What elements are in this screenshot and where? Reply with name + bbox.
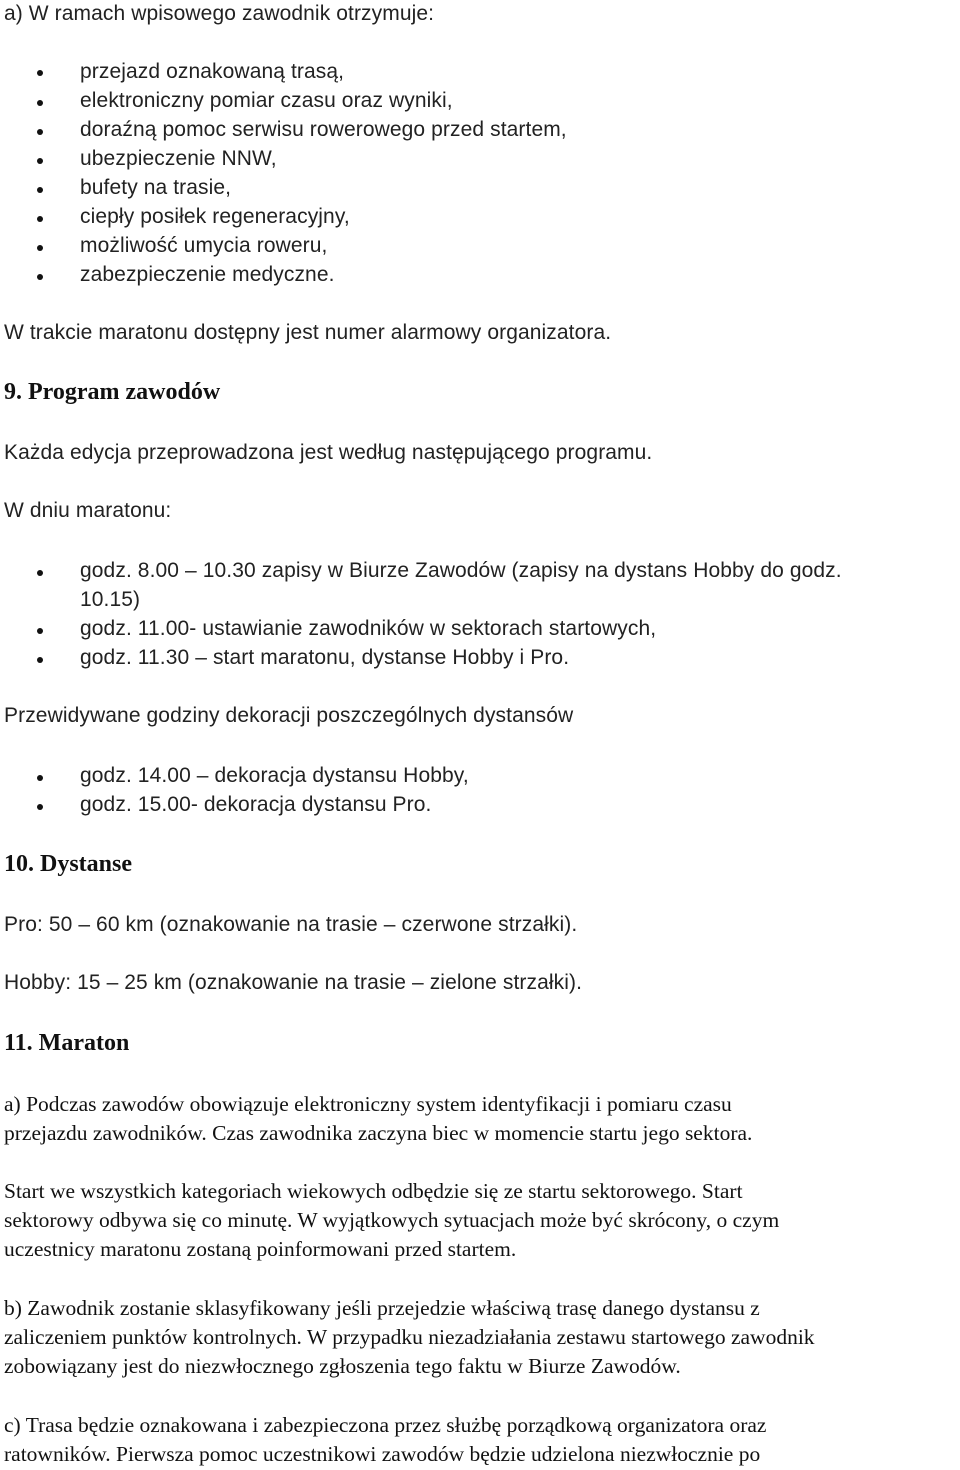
bullet-icon <box>37 70 43 76</box>
paragraph-line: zaliczeniem punktów kontrolnych. W przypadku niezadziałania zestawu startowego zawodnik <box>4 1325 815 1349</box>
list-item: doraźną pomoc serwisu rowerowego przed startem, <box>80 118 567 141</box>
bullet-icon <box>37 628 43 634</box>
bullet-icon <box>37 657 43 663</box>
paragraph-line: a) Podczas zawodów obowiązuje elektroniczny system identyfikacji i pomiaru czasu <box>4 1092 732 1116</box>
bullet-icon <box>37 775 43 781</box>
list-item: zabezpieczenie medyczne. <box>80 263 335 286</box>
distance-hobby: Hobby: 15 – 25 km (oznakowanie na trasie – zielone strzałki). <box>4 971 583 994</box>
list-item: ubezpieczenie NNW, <box>80 147 277 170</box>
paragraph-line: b) Zawodnik zostanie sklasyfikowany jeśli przejedzie właściwą trasę danego dystansu z <box>4 1296 760 1320</box>
list-item: bufety na trasie, <box>80 176 232 199</box>
bullet-icon <box>37 274 43 280</box>
paragraph-line: zobowiązany jest do niezwłocznego zgłoszenia tego faktu w Biurze Zawodów. <box>4 1354 681 1378</box>
paragraph-line: ratowników. Pierwsza pomoc uczestnikowi zawodów będzie udzielona niezwłocznie po <box>4 1442 761 1466</box>
list-item: godz. 11.30 – start maratonu, dystanse Hobby i Pro. <box>80 646 570 669</box>
bullet-icon <box>37 100 43 106</box>
decoration-label: Przewidywane godziny dekoracji poszczególnych dystansów <box>4 704 574 727</box>
alarm-note: W trakcie maratonu dostępny jest numer alarmowy organizatora. <box>4 321 612 344</box>
intro-heading: a) W ramach wpisowego zawodnik otrzymuje: <box>4 2 435 25</box>
list-item: elektroniczny pomiar czasu oraz wyniki, <box>80 89 453 112</box>
list-item: ciepły posiłek regeneracyjny, <box>80 205 350 228</box>
paragraph-line: Start we wszystkich kategoriach wiekowych odbędzie się ze startu sektorowego. Start <box>4 1179 743 1203</box>
bullet-icon <box>37 187 43 193</box>
section-9-heading: 9. Program zawodów <box>4 379 221 405</box>
paragraph-line: przejazdu zawodników. Czas zawodnika zaczyna biec w momencie startu jego sektora. <box>4 1121 753 1145</box>
paragraph-line: c) Trasa będzie oznakowana i zabezpieczona przez służbę porządkową organizatora oraz <box>4 1413 767 1437</box>
paragraph-line: uczestnicy maratonu zostaną poinformowani przed startem. <box>4 1237 517 1261</box>
distance-pro: Pro: 50 – 60 km (oznakowanie na trasie – czerwone strzałki). <box>4 913 578 936</box>
section-9-intro: Każda edycja przeprowadzona jest według następującego programu. <box>4 441 653 464</box>
list-item: godz. 11.00- ustawianie zawodników w sektorach startowych, <box>80 617 657 640</box>
list-item: godz. 14.00 – dekoracja dystansu Hobby, <box>80 764 469 787</box>
list-item: godz. 15.00- dekoracja dystansu Pro. <box>80 793 432 816</box>
list-item-continuation: 10.15) <box>80 588 141 611</box>
list-item: przejazd oznakowaną trasą, <box>80 60 345 83</box>
bullet-icon <box>37 129 43 135</box>
bullet-icon <box>37 570 43 576</box>
section-10-heading: 10. Dystanse <box>4 851 133 877</box>
bullet-icon <box>37 245 43 251</box>
bullet-icon <box>37 216 43 222</box>
bullet-icon <box>37 158 43 164</box>
list-item: godz. 8.00 – 10.30 zapisy w Biurze Zawodów (zapisy na dystans Hobby do godz. <box>80 559 842 582</box>
day-label: W dniu maratonu: <box>4 499 172 522</box>
list-item: możliwość umycia roweru, <box>80 234 328 257</box>
section-11-heading: 11. Maraton <box>4 1030 130 1056</box>
bullet-icon <box>37 804 43 810</box>
paragraph-line: sektorowy odbywa się co minutę. W wyjątkowych sytuacjach może być skrócony, o czym <box>4 1208 780 1232</box>
